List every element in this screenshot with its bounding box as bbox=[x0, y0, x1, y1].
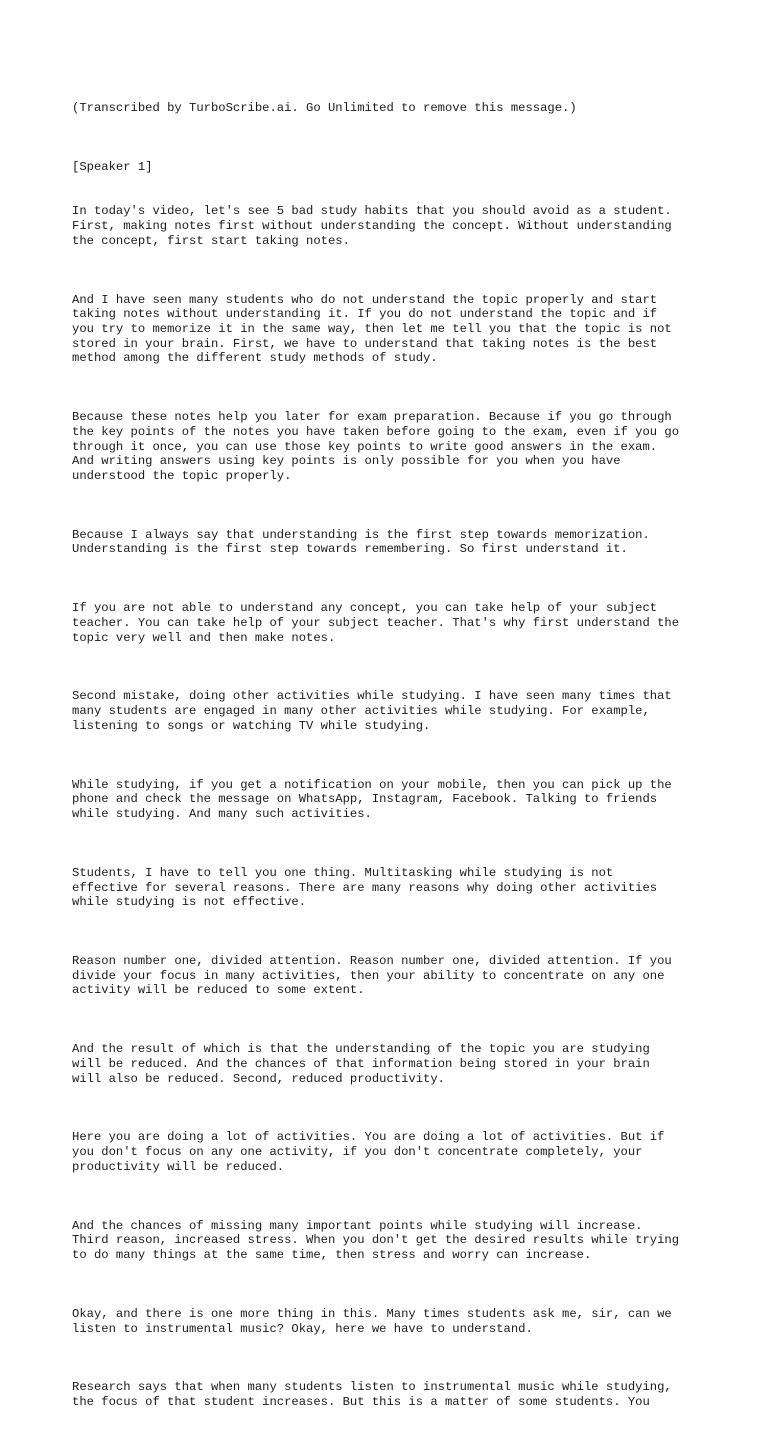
transcript-paragraph: In today's video, let's see 5 bad study habits that you should avoid as a student. First, making notes first without understanding the concept. Without understanding the concept, first start taking notes. bbox=[72, 204, 672, 248]
transcript-paragraph: Here you are doing a lot of activities. You are doing a lot of activities. But if you don't focus on any one activity, if you don't concentrate completely, your productivity will be reduced. bbox=[72, 1130, 665, 1174]
transcript-paragraph: Okay, and there is one more thing in this. Many times students ask me, sir, can we listen to instrumental music? Okay, here we have to understand. bbox=[72, 1306, 672, 1336]
transcript-paragraph: While studying, if you get a notification on your mobile, then you can pick up the phone and check the message on WhatsApp, Instagram, Facebook. Talking to friends while studying. And many such activities. bbox=[72, 777, 672, 822]
transcript-body bbox=[72, 72, 728, 1454]
transcript-paragraph: Because I always say that understanding is the first step towards memorization. Understanding is the first step towards remembering. So first understand it. bbox=[72, 527, 650, 557]
transcript-paragraph: Second mistake, doing other activities while studying. I have seen many times that many students are engaged in many other activities while studying. For example, listening to songs or watching TV while studying. bbox=[72, 689, 672, 733]
transcript-paragraph: And the chances of missing many important points while studying will increase. Third reason, increased stress. When you don't get the desired results while trying to do many things at the same time, then stress and worry can increase. bbox=[72, 1218, 680, 1263]
transcript-paragraph: And I have seen many students who do not understand the topic properly and start taking notes without understanding it. If you do not understand the topic and if you try to memorize it in the same way, then let me tell you that the topic is not stored in your brain. First, we have to understand that taking notes is the best method among the different study methods of study. bbox=[72, 292, 672, 366]
transcript-paragraph: Students, I have to tell you one thing. Multitasking while studying is not effective for several reasons. There are many reasons why doing other activities while studying is not effective. bbox=[72, 865, 658, 910]
transcript-paragraph: Research says that when many students listen to instrumental music while studying, the focus of that student increases. But this is a matter of some students. You bbox=[72, 1380, 672, 1410]
transcription-notice: (Transcribed by TurboScribe.ai. Go Unlimited to remove this message.) bbox=[72, 101, 577, 116]
transcript-paragraph: And the result of which is that the understanding of the topic you are studying will be reduced. And the chances of that information being stored in your brain will also be reduced. Second, reduced productivity. bbox=[72, 1042, 650, 1086]
speaker-label: [Speaker 1] bbox=[72, 160, 153, 175]
transcript-paragraph: Reason number one, divided attention. Reason number one, divided attention. If you divide your focus in many activities, then your ability to concentrate on any one activity will be reduced to some extent. bbox=[72, 954, 672, 998]
transcript-paragraph: If you are not able to understand any concept, you can take help of your subject teacher. You can take help of your subject teacher. That's why first understand the topic very well and then make notes. bbox=[72, 601, 680, 645]
transcript-paragraph: Because these notes help you later for exam preparation. Because if you go through the key points of the notes you have taken before going to the exam, even if you go through it once, you can use those key points to write good answers in the exam. And writing answers using key points is only possible for you when you have understood the topic properly. bbox=[72, 410, 680, 483]
